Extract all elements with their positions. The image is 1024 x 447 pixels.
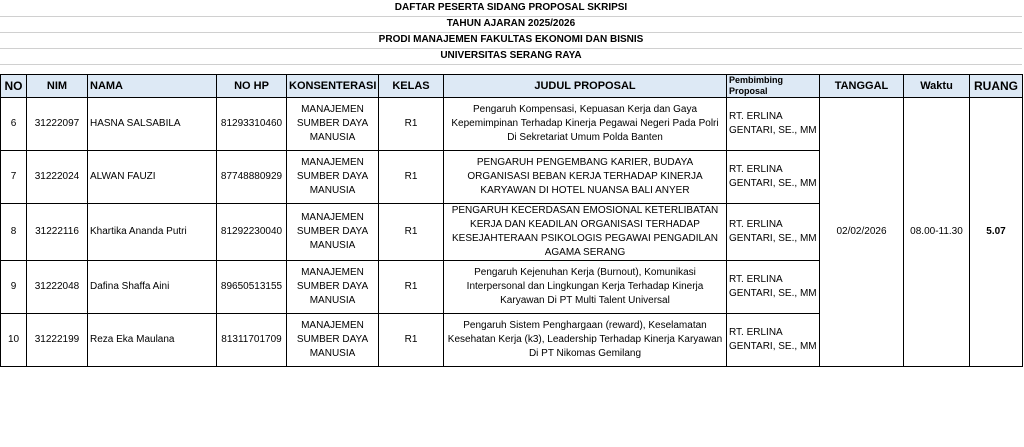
cell-nama[interactable]: ALWAN FAUZI (88, 151, 217, 204)
cell-no[interactable]: 7 (1, 151, 27, 204)
study-program: PRODI MANAJEMEN FAKULTAS EKONOMI DAN BISNIS (0, 32, 1022, 49)
header-kelas[interactable]: KELAS (379, 75, 444, 98)
cell-nim[interactable]: 31222048 (27, 261, 88, 314)
header-no-hp[interactable]: NO HP (217, 75, 287, 98)
cell-no-hp[interactable]: 81311701709 (217, 314, 287, 367)
cell-nama[interactable]: HASNA SALSABILA (88, 98, 217, 151)
participant-table (0, 74, 1023, 367)
cell-pembimbing[interactable]: RT. ERLINA GENTARI, SE., MM (727, 98, 820, 151)
cell-tanggal[interactable]: 02/02/2026 (820, 98, 904, 367)
cell-pembimbing[interactable]: RT. ERLINA GENTARI, SE., MM (727, 314, 820, 367)
cell-pembimbing[interactable]: RT. ERLINA GENTARI, SE., MM (727, 204, 820, 261)
cell-nama[interactable]: Dafina Shaffa Aini (88, 261, 217, 314)
academic-year: TAHUN AJARAN 2025/2026 (0, 16, 1022, 33)
cell-no-hp[interactable]: 81293310460 (217, 98, 287, 151)
cell-konsentrasi[interactable]: MANAJEMEN SUMBER DAYA MANUSIA (287, 98, 379, 151)
cell-judul[interactable]: PENGARUH KECERDASAN EMOSIONAL KETERLIBATAN KERJA DAN KEADILAN ORGANISASI TERHADAP KESEJAHTERAAN PSIKOLOGIS PEGAWAI PENGADILAN AGAMA SERANG (444, 204, 727, 261)
header-nama[interactable]: NAMA (88, 75, 217, 98)
cell-nim[interactable]: 31222097 (27, 98, 88, 151)
header-ruang[interactable]: RUANG (970, 75, 1023, 98)
cell-judul[interactable]: Pengaruh Sistem Penghargaan (reward), Keselamatan Kesehatan Kerja (k3), Leadership Terhadap Kinerja Karyawan Di PT Nikomas Gemilang (444, 314, 727, 367)
header-judul[interactable]: JUDUL PROPOSAL (444, 75, 727, 98)
cell-kelas[interactable]: R1 (379, 204, 444, 261)
cell-nim[interactable]: 31222199 (27, 314, 88, 367)
cell-kelas[interactable]: R1 (379, 151, 444, 204)
cell-no[interactable]: 10 (1, 314, 27, 367)
cell-no[interactable]: 8 (1, 204, 27, 261)
header-no[interactable]: NO (1, 75, 27, 98)
document-title: DAFTAR PESERTA SIDANG PROPOSAL SKRIPSI (0, 0, 1022, 17)
cell-no-hp[interactable]: 89650513155 (217, 261, 287, 314)
cell-no[interactable]: 9 (1, 261, 27, 314)
cell-konsentrasi[interactable]: MANAJEMEN SUMBER DAYA MANUSIA (287, 261, 379, 314)
table-row (1, 98, 1023, 151)
cell-no[interactable]: 6 (1, 98, 27, 151)
cell-nama[interactable]: Reza Eka Maulana (88, 314, 217, 367)
cell-no-hp[interactable]: 81292230040 (217, 204, 287, 261)
header-nim[interactable]: NIM (27, 75, 88, 98)
cell-no-hp[interactable]: 87748880929 (217, 151, 287, 204)
cell-kelas[interactable]: R1 (379, 261, 444, 314)
cell-waktu[interactable]: 08.00-11.30 (904, 98, 970, 367)
cell-judul[interactable]: PENGARUH PENGEMBANG KARIER, BUDAYA ORGANISASI BEBAN KERJA TERHADAP KINERJA KARYAWAN DI HOTEL NUANSA BALI ANYER (444, 151, 727, 204)
cell-nim[interactable]: 31222024 (27, 151, 88, 204)
cell-konsentrasi[interactable]: MANAJEMEN SUMBER DAYA MANUSIA (287, 151, 379, 204)
header-waktu[interactable]: Waktu (904, 75, 970, 98)
cell-judul[interactable]: Pengaruh Kompensasi, Kepuasan Kerja dan Gaya Kepemimpinan Terhadap Kinerja Pegawai Negeri Pada Polri Di Sekretariat Umum Polda Banten (444, 98, 727, 151)
cell-kelas[interactable]: R1 (379, 98, 444, 151)
header-tanggal[interactable]: TANGGAL (820, 75, 904, 98)
header-row (1, 75, 1023, 98)
cell-ruang[interactable]: 5.07 (970, 98, 1023, 367)
cell-kelas[interactable]: R1 (379, 314, 444, 367)
cell-konsentrasi[interactable]: MANAJEMEN SUMBER DAYA MANUSIA (287, 204, 379, 261)
cell-pembimbing[interactable]: RT. ERLINA GENTARI, SE., MM (727, 261, 820, 314)
header-pembimbing[interactable]: Pembimbing Proposal (727, 75, 820, 98)
cell-judul[interactable]: Pengaruh Kejenuhan Kerja (Burnout), Komunikasi Interpersonal dan Lingkungan Kerja Terhadap Kinerja Karyawan Di PT Multi Talent Universal (444, 261, 727, 314)
cell-nama[interactable]: Khartika Ananda Putri (88, 204, 217, 261)
cell-konsentrasi[interactable]: MANAJEMEN SUMBER DAYA MANUSIA (287, 314, 379, 367)
university-name: UNIVERSITAS SERANG RAYA (0, 48, 1022, 65)
cell-pembimbing[interactable]: RT. ERLINA GENTARI, SE., MM (727, 151, 820, 204)
header-konsentrasi[interactable]: KONSENTERASI (287, 75, 379, 98)
cell-nim[interactable]: 31222116 (27, 204, 88, 261)
